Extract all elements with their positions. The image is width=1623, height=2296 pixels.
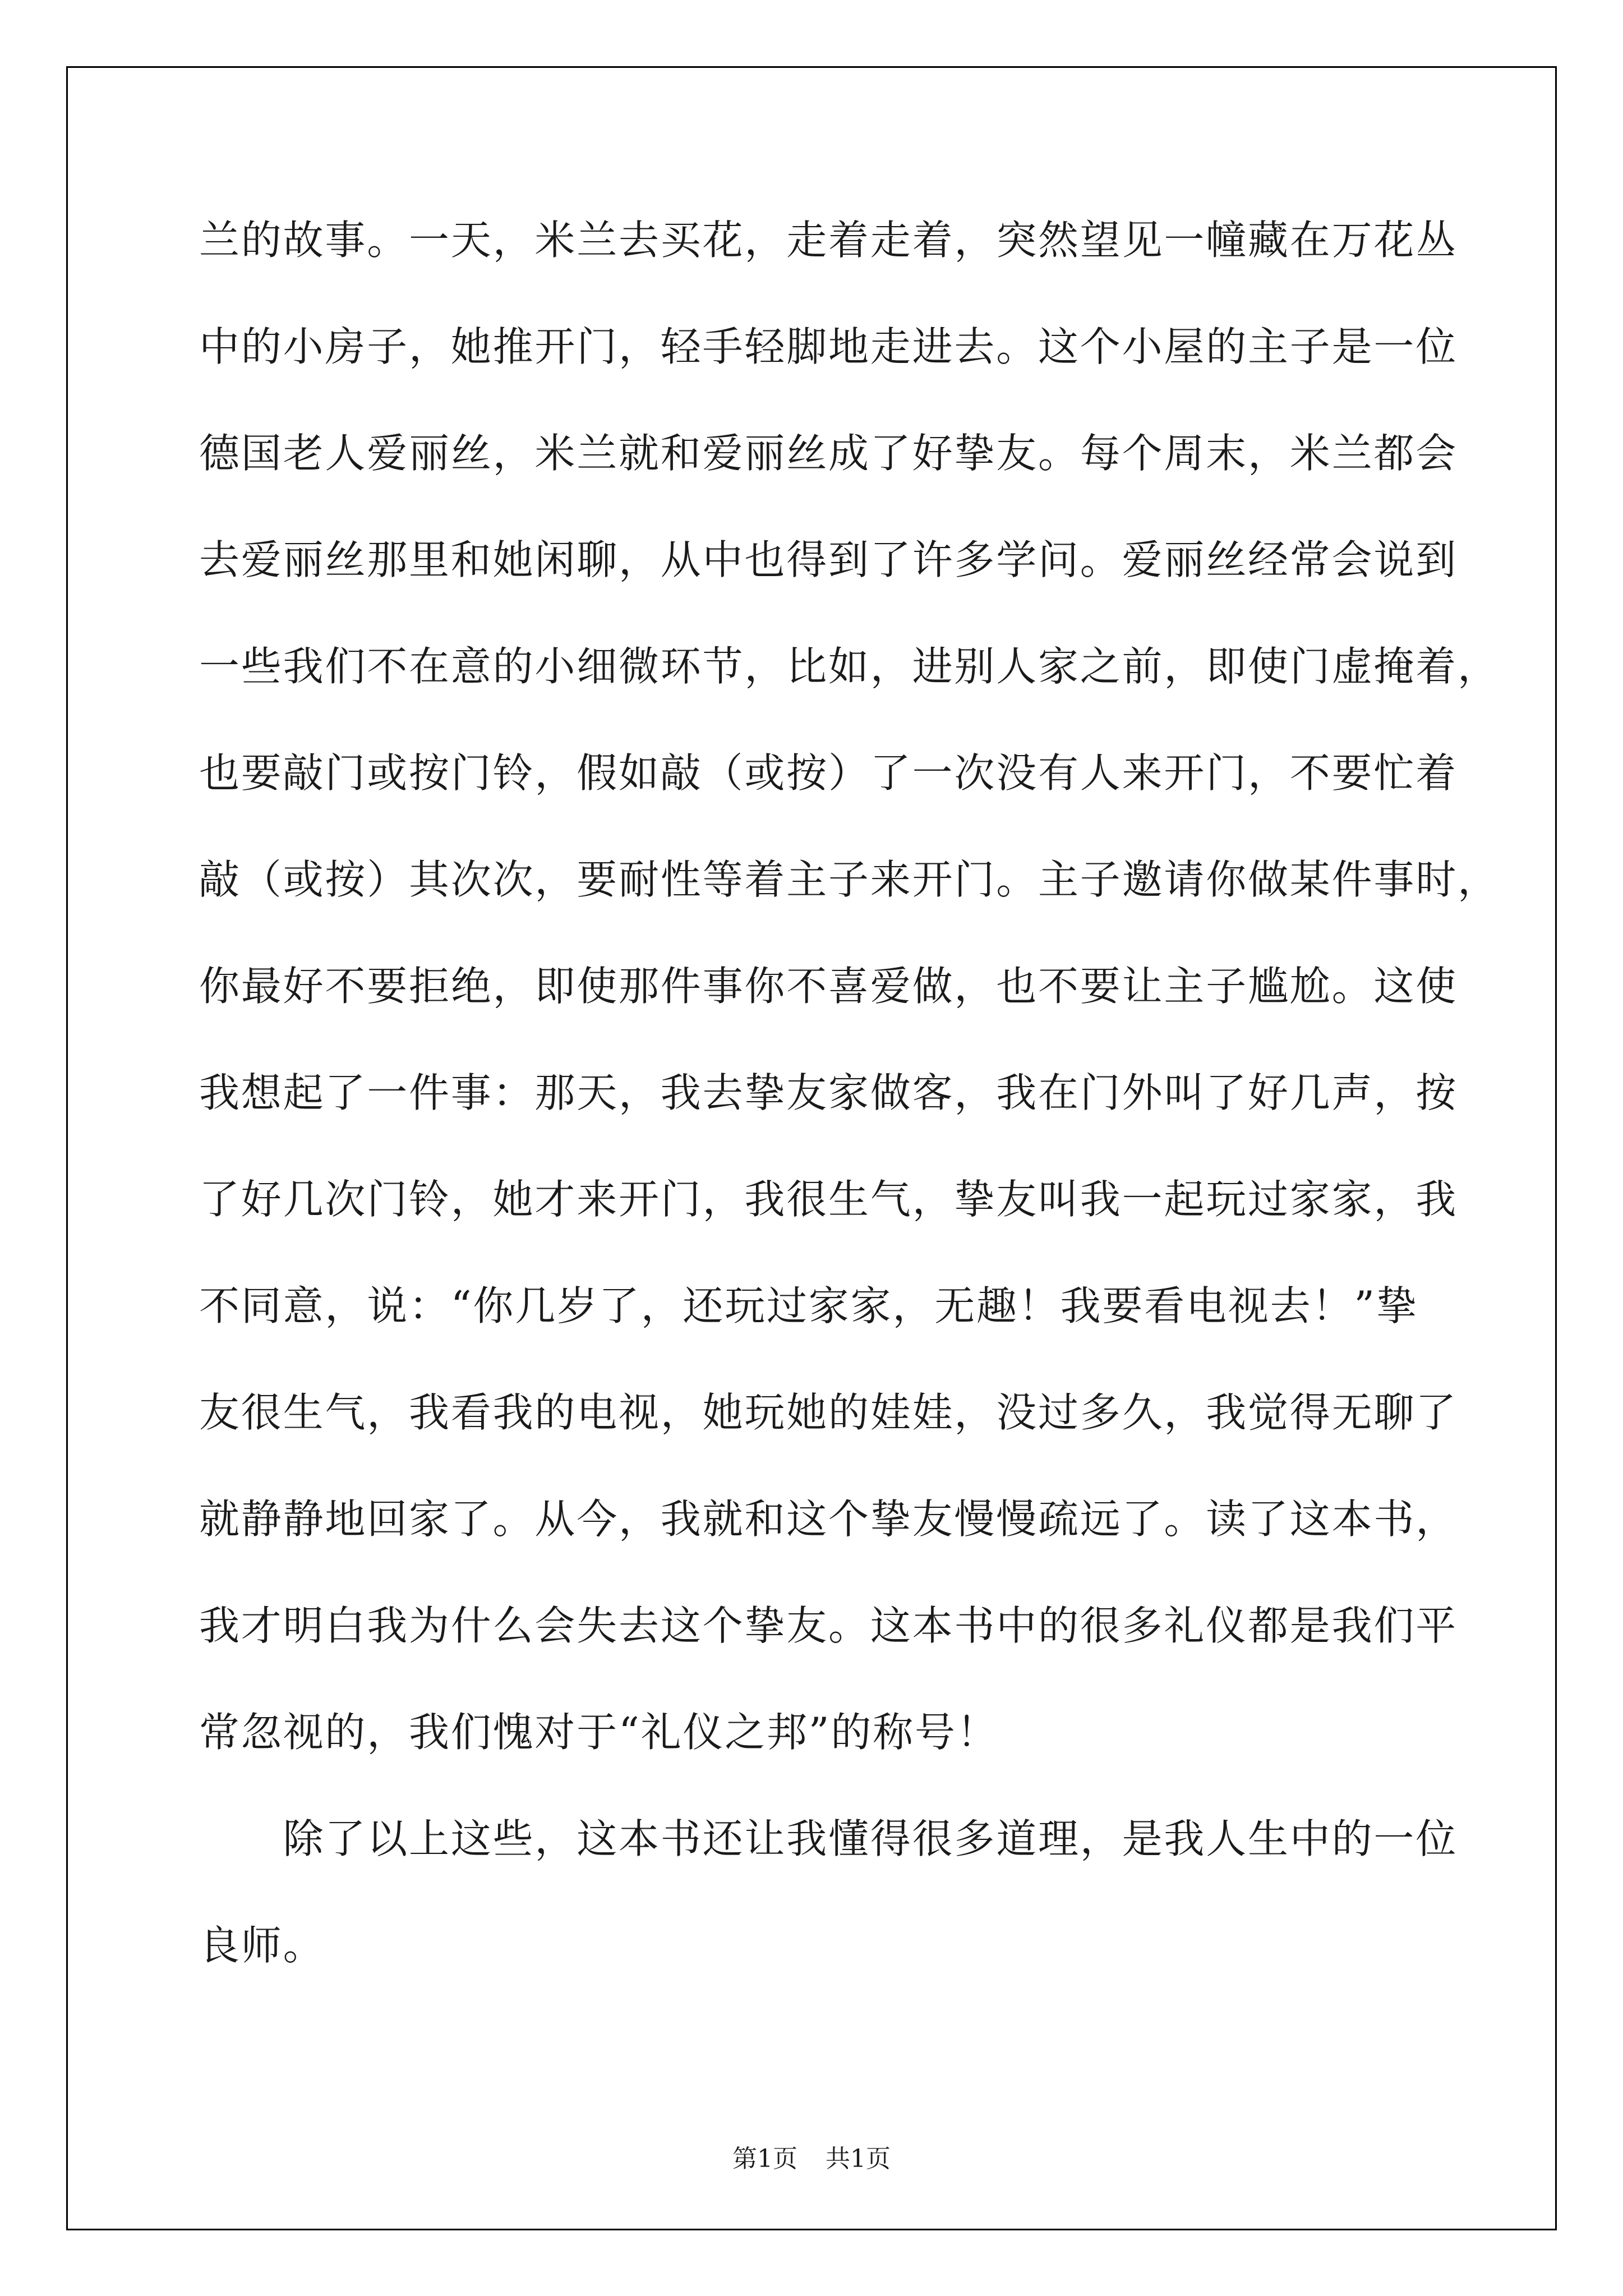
text-line: 去爱丽丝那里和她闲聊，从中也得到了许多学问。爱丽丝经常会说到 xyxy=(199,536,1458,583)
text-line: 我才明白我为什么会失去这个挚友。这本书中的很多礼仪都是我们平 xyxy=(199,1602,1458,1649)
text-line: 德国老人爱丽丝，米兰就和爱丽丝成了好挚友。每个周末，米兰都会 xyxy=(199,430,1458,477)
text-line: 就静静地回家了。从今，我就和这个挚友慢慢疏远了。读了这本书， xyxy=(199,1496,1458,1543)
text-line: 一些我们不在意的小细微环节，比如，进别人家之前，即使门虚掩着， xyxy=(199,643,1500,690)
text-line: 了好几次门铃，她才来开门，我很生气，挚友叫我一起玩过家家，我 xyxy=(199,1176,1458,1223)
text-line: 兰的故事。一天，米兰去买花，走着走着，突然望见一幢藏在万花丛 xyxy=(199,217,1458,264)
text-line: 友很生气，我看我的电视，她玩她的娃娃，没过多久，我觉得无聊了 xyxy=(199,1389,1458,1436)
document-body xyxy=(199,209,1500,2021)
text-line: 中的小房子，她推开门，轻手轻脚地走进去。这个小屋的主子是一位 xyxy=(199,323,1458,370)
text-line: 良师。 xyxy=(199,1922,325,1969)
page-number: 第1页 xyxy=(732,2145,797,2173)
text-line: 也要敲门或按门铃，假如敲（或按）了一次没有人来开门，不要忙着 xyxy=(199,749,1458,797)
text-line: 不同意，说：“你几岁了，还玩过家家，无趣！我要看电视去！”挚 xyxy=(199,1282,1418,1329)
text-line: 常忽视的，我们愧对于“礼仪之邦”的称号！ xyxy=(199,1709,999,1756)
page-total: 共1页 xyxy=(826,2145,891,2173)
page-footer xyxy=(0,2138,1623,2174)
text-line: 除了以上这些，这本书还让我懂得很多道理，是我人生中的一位 xyxy=(199,1815,1458,1862)
text-line: 我想起了一件事：那天，我去挚友家做客，我在门外叫了好几声，按 xyxy=(199,1069,1458,1116)
text-line: 你最好不要拒绝，即使那件事你不喜爱做，也不要让主子尴尬。这使 xyxy=(199,963,1458,1010)
text-line: 敲（或按）其次次，要耐性等着主子来开门。主子邀请你做某件事时， xyxy=(199,856,1500,903)
